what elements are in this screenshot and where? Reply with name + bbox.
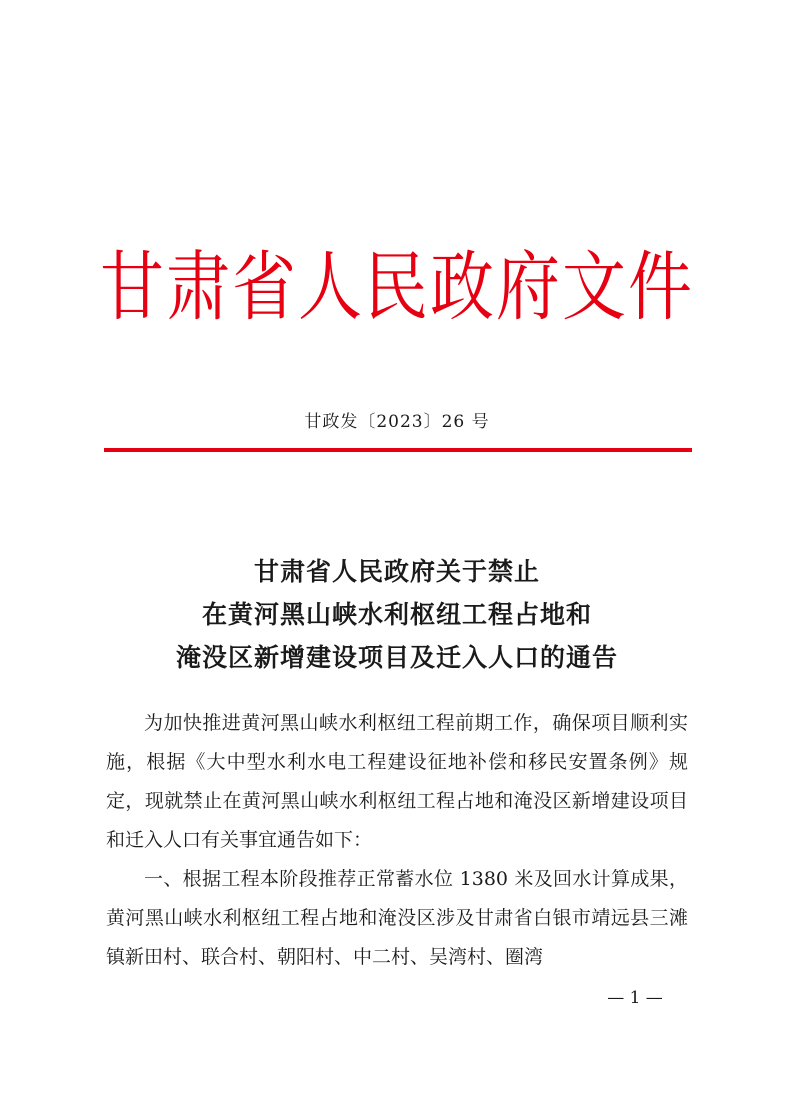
title-line-3: 淹没区新增建设项目及迁入人口的通告 xyxy=(175,643,618,672)
notice-title xyxy=(60,550,734,679)
body-text xyxy=(106,704,688,977)
paragraph-intro: 为加快推进黄河黑山峡水利枢纽工程前期工作，确保项目顺利实施，根据《大中型水利水电工程建设征地补偿和移民安置条例》规定，现就禁止在黄河黑山峡水利枢纽工程占地和淹没区新增建设项目和迁入人口有关事宜通告如下： xyxy=(106,712,688,851)
masthead-title: 甘肃省人民政府文件 xyxy=(100,244,694,332)
page-number: — 1 — xyxy=(607,988,663,1008)
document-number: 甘政发〔2023〕26 号 xyxy=(304,412,490,432)
paragraph-item-1: 一、根据工程本阶段推荐正常蓄水位 1380 米及回水计算成果，黄河黑山峡水利枢纽工程占地和淹没区涉及甘肃省白银市靖远县三滩镇新田村、联合村、朝阳村、中二村、吴湾村、圈湾 xyxy=(106,868,688,968)
title-line-1: 甘肃省人民政府关于禁止 xyxy=(253,557,540,586)
title-line-2: 在黄河黑山峡水利枢纽工程占地和 xyxy=(201,600,592,629)
red-divider-line xyxy=(104,448,692,452)
